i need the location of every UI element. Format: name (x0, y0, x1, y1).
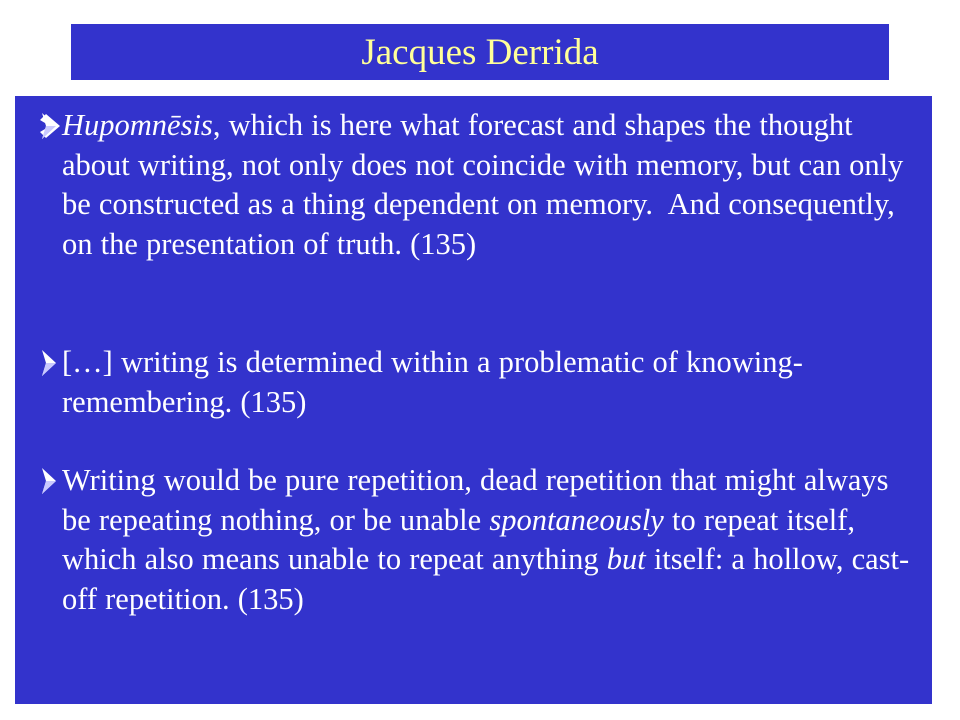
bullet-text-1 (62, 106, 920, 264)
bullet-text-2 (62, 343, 920, 422)
bullet-3-italic-but: but (606, 542, 646, 576)
title-bar (71, 24, 889, 80)
bullet-3-italic-spontaneously: spontaneously (489, 502, 664, 537)
slide-title: Jacques Derrida (361, 31, 599, 73)
bullet-item-2 (15, 343, 920, 422)
bullet-2-text: […] writing is determined within a problematic of knowing-remembering. (135) (62, 345, 803, 419)
arrow-bullet-icon (36, 110, 76, 142)
bullet-1-text-rest: , which is here what forecast and shapes the thought about writing, not only does not coincide with memory, but can only be constructed as a thing dependent on memory. And consequently, on the presentation of truth. (135) (62, 108, 912, 261)
arrow-bullet-icon (36, 347, 76, 379)
bullet-item-1 (15, 106, 920, 264)
bullet-item-3 (15, 461, 920, 619)
arrow-bullet-icon (36, 465, 76, 497)
content-panel (15, 96, 932, 704)
bullet-3-text-a: Writing would be pure repetition, dead repetition that might always be repeating nothing, or be unable (62, 463, 897, 537)
bullet-3-text-c: itself: a hollow, cast-off repetition. (135) (62, 542, 910, 616)
bullet-3-text-b: to repeat itself, which also means unable to repeat anything (62, 502, 864, 576)
bullet-text-3 (62, 461, 920, 619)
bullet-1-italic-term: Hupomnēsis (62, 108, 213, 142)
